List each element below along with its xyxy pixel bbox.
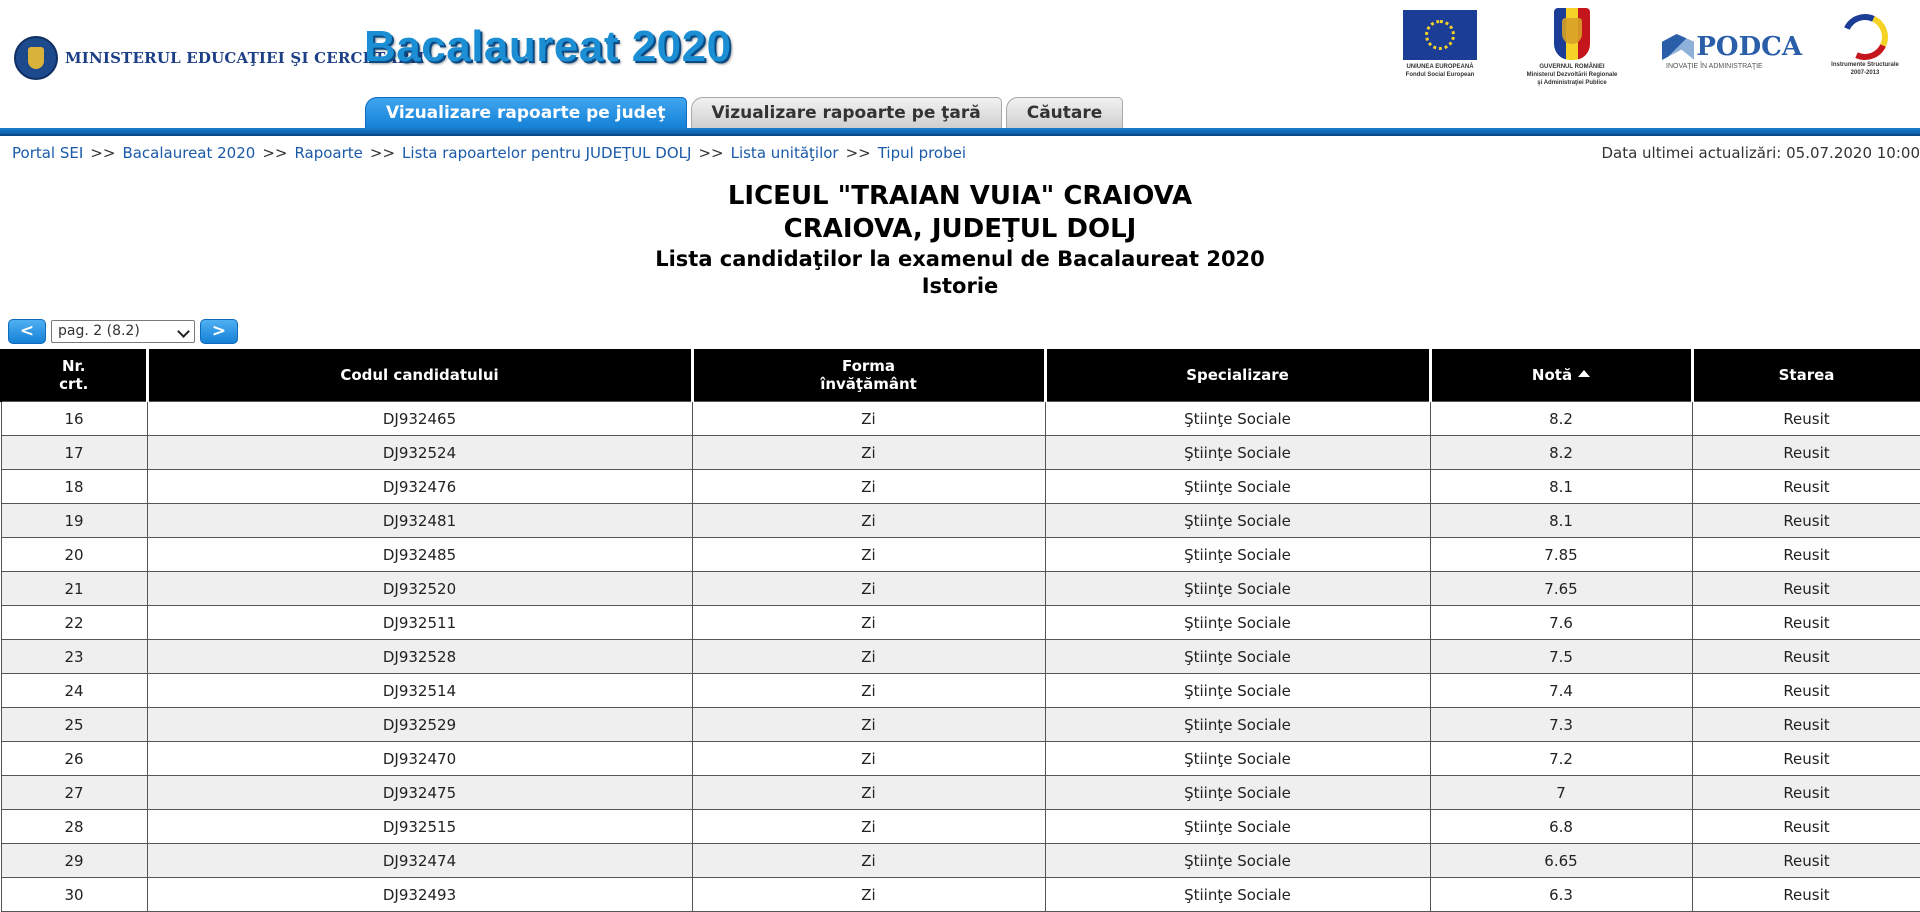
cell-nr: 17 — [1, 436, 147, 470]
table-row — [1, 606, 1920, 640]
table-row — [1, 776, 1920, 810]
eu-caption: UNIUNEA EUROPEANĂ — [1406, 64, 1474, 70]
tab-country-reports[interactable]: Vizualizare rapoarte pe ţară — [691, 97, 1002, 128]
table-row — [1, 674, 1920, 708]
school-name: LICEUL "TRAIAN VUIA" CRAIOVA — [727, 181, 1193, 211]
cell-education-form: Zi — [692, 742, 1045, 776]
cell-status: Reusit — [1692, 470, 1920, 504]
cell-status: Reusit — [1692, 674, 1920, 708]
cell-education-form: Zi — [692, 674, 1045, 708]
podca-mark-icon — [1662, 34, 1694, 60]
cell-status: Reusit — [1692, 436, 1920, 470]
breadcrumb-separator: >> — [845, 144, 871, 162]
last-update: Data ultimei actualizări: 05.07.2020 10:00 — [1601, 144, 1920, 162]
structural-instruments-icon — [1836, 8, 1894, 58]
podca-logo — [1662, 32, 1802, 70]
column-header-label: Notă — [1531, 366, 1573, 384]
cell-code: DJ932474 — [147, 844, 692, 878]
cell-education-form: Zi — [692, 470, 1045, 504]
cell-status: Reusit — [1692, 640, 1920, 674]
cell-grade: 8.1 — [1430, 470, 1692, 504]
breadcrumb-exam-type[interactable]: Tipul probei — [877, 144, 967, 162]
cell-grade: 7.5 — [1430, 640, 1692, 674]
cell-specialization: Ştiinţe Sociale — [1045, 572, 1430, 606]
cell-status: Reusit — [1692, 708, 1920, 742]
government-logo — [1517, 8, 1627, 87]
cell-nr: 28 — [1, 810, 147, 844]
cell-grade: 6.3 — [1430, 878, 1692, 912]
table-row — [1, 572, 1920, 606]
cell-grade: 7.3 — [1430, 708, 1692, 742]
column-header-label: Forma învăţământ — [820, 357, 917, 393]
cell-status: Reusit — [1692, 844, 1920, 878]
column-header-specialization[interactable] — [1045, 349, 1430, 402]
tab-search[interactable]: Căutare — [1006, 97, 1124, 128]
cell-education-form: Zi — [692, 878, 1045, 912]
table-row — [1, 402, 1920, 436]
cell-nr: 18 — [1, 470, 147, 504]
table-row — [1, 640, 1920, 674]
breadcrumb-bacalaureat[interactable]: Bacalaureat 2020 — [122, 144, 256, 162]
partner-logos — [1400, 8, 1910, 98]
table-row — [1, 708, 1920, 742]
cell-grade: 8.1 — [1430, 504, 1692, 538]
cell-nr: 20 — [1, 538, 147, 572]
is-caption-sub: 2007-2013 — [1850, 70, 1880, 76]
cell-nr: 22 — [1, 606, 147, 640]
table-row — [1, 878, 1920, 912]
tab-county-reports[interactable]: Vizualizare rapoarte pe judeţ — [365, 97, 687, 128]
cell-code: DJ932524 — [147, 436, 692, 470]
breadcrumb — [12, 144, 966, 164]
cell-specialization: Ştiinţe Sociale — [1045, 810, 1430, 844]
cell-specialization: Ştiinţe Sociale — [1045, 708, 1430, 742]
cell-specialization: Ştiinţe Sociale — [1045, 606, 1430, 640]
cell-status: Reusit — [1692, 776, 1920, 810]
cell-specialization: Ştiinţe Sociale — [1045, 776, 1430, 810]
cell-status: Reusit — [1692, 572, 1920, 606]
cell-education-form: Zi — [692, 402, 1045, 436]
list-title: Lista candidaţilor la examenul de Bacalaureat 2020 — [655, 247, 1265, 271]
eu-flag-icon — [1403, 10, 1477, 60]
cell-code: DJ932528 — [147, 640, 692, 674]
breadcrumb-separator: >> — [698, 144, 724, 162]
cell-nr: 23 — [1, 640, 147, 674]
next-page-button[interactable]: > — [200, 319, 238, 344]
prev-page-button[interactable]: < — [8, 319, 46, 344]
cell-specialization: Ştiinţe Sociale — [1045, 538, 1430, 572]
cell-nr: 27 — [1, 776, 147, 810]
table-row — [1, 504, 1920, 538]
page-header — [0, 0, 1920, 128]
table-row — [1, 538, 1920, 572]
cell-education-form: Zi — [692, 538, 1045, 572]
cell-status: Reusit — [1692, 810, 1920, 844]
column-header-grade[interactable] — [1430, 349, 1692, 402]
cell-code: DJ932511 — [147, 606, 692, 640]
cell-education-form: Zi — [692, 640, 1045, 674]
cell-nr: 16 — [1, 402, 147, 436]
cell-code: DJ932493 — [147, 878, 692, 912]
cell-specialization: Ştiinţe Sociale — [1045, 436, 1430, 470]
cell-education-form: Zi — [692, 776, 1045, 810]
cell-status: Reusit — [1692, 504, 1920, 538]
cell-status: Reusit — [1692, 402, 1920, 436]
cell-code: DJ932481 — [147, 504, 692, 538]
cell-code: DJ932529 — [147, 708, 692, 742]
cell-status: Reusit — [1692, 742, 1920, 776]
main-tabs — [365, 97, 1127, 128]
cell-code: DJ932475 — [147, 776, 692, 810]
table-row — [1, 742, 1920, 776]
cell-grade: 7.85 — [1430, 538, 1692, 572]
cell-nr: 30 — [1, 878, 147, 912]
column-header-status[interactable] — [1692, 349, 1920, 402]
column-header-code[interactable] — [147, 349, 692, 402]
breadcrumb-separator: >> — [90, 144, 116, 162]
table-row — [1, 810, 1920, 844]
exam-subject: Istorie — [921, 274, 999, 298]
column-header-label: Starea — [1778, 366, 1835, 384]
is-caption: Instrumente Structurale — [1831, 62, 1899, 68]
cell-grade: 7.2 — [1430, 742, 1692, 776]
cell-education-form: Zi — [692, 572, 1045, 606]
breadcrumb-portal-sei[interactable]: Portal SEI — [12, 144, 84, 162]
cell-grade: 7.65 — [1430, 572, 1692, 606]
results-table — [0, 349, 1920, 912]
cell-grade: 8.2 — [1430, 436, 1692, 470]
column-header-education-form[interactable] — [692, 349, 1045, 402]
table-row — [1, 844, 1920, 878]
cell-grade: 7.4 — [1430, 674, 1692, 708]
cell-nr: 26 — [1, 742, 147, 776]
breadcrumb-separator: >> — [262, 144, 288, 162]
cell-specialization: Ştiinţe Sociale — [1045, 504, 1430, 538]
breadcrumb-units[interactable]: Lista unităţilor — [730, 144, 839, 162]
cell-education-form: Zi — [692, 844, 1045, 878]
breadcrumb-rapoarte[interactable]: Rapoarte — [294, 144, 363, 162]
ministry-name: MINISTERUL EDUCAŢIEI ŞI CERCETĂRII — [65, 49, 425, 67]
romania-crest-icon — [1554, 8, 1590, 60]
cell-education-form: Zi — [692, 708, 1045, 742]
cell-grade: 8.2 — [1430, 402, 1692, 436]
cell-code: DJ932485 — [147, 538, 692, 572]
podca-tagline: INOVAŢIE ÎN ADMINISTRAŢIE — [1666, 63, 1763, 70]
cell-specialization: Ştiinţe Sociale — [1045, 742, 1430, 776]
page-select-value: pag. 2 (8.2) — [58, 323, 140, 339]
chevron-down-icon — [177, 325, 190, 338]
cell-nr: 19 — [1, 504, 147, 538]
cell-code: DJ932520 — [147, 572, 692, 606]
gov-caption-sub2: şi Administraţiei Publice — [1537, 80, 1607, 86]
cell-grade: 7.6 — [1430, 606, 1692, 640]
gov-caption: GUVERNUL ROMÂNIEI — [1539, 64, 1605, 70]
column-header-label: Specializare — [1186, 366, 1289, 384]
cell-education-form: Zi — [692, 436, 1045, 470]
breadcrumb-separator: >> — [369, 144, 396, 162]
cell-grade: 7 — [1430, 776, 1692, 810]
header-divider — [0, 128, 1920, 136]
eu-logo — [1400, 10, 1480, 79]
app-title: Bacalaureat 2020 — [364, 22, 732, 71]
cell-status: Reusit — [1692, 878, 1920, 912]
cell-code: DJ932514 — [147, 674, 692, 708]
cell-grade: 6.65 — [1430, 844, 1692, 878]
ministry-crest-icon — [14, 36, 58, 80]
table-row — [1, 470, 1920, 504]
gov-caption-sub: Ministerul Dezvoltării Regionale — [1526, 72, 1618, 78]
sort-ascending-icon — [1578, 370, 1590, 377]
cell-specialization: Ştiinţe Sociale — [1045, 844, 1430, 878]
podca-name: PODCA — [1696, 32, 1802, 62]
structural-instruments-logo — [1822, 8, 1908, 77]
cell-education-form: Zi — [692, 810, 1045, 844]
school-location: CRAIOVA, JUDEŢUL DOLJ — [783, 214, 1137, 244]
cell-code: DJ932470 — [147, 742, 692, 776]
cell-education-form: Zi — [692, 504, 1045, 538]
cell-code: DJ932476 — [147, 470, 692, 504]
page-select[interactable] — [51, 320, 195, 343]
cell-nr: 24 — [1, 674, 147, 708]
cell-education-form: Zi — [692, 606, 1045, 640]
breadcrumb-county-reports[interactable]: Lista rapoartelor pentru JUDEŢUL DOLJ — [402, 144, 692, 162]
pagination — [8, 319, 238, 344]
table-header-row — [1, 349, 1920, 402]
cell-specialization: Ştiinţe Sociale — [1045, 674, 1430, 708]
cell-code: DJ932515 — [147, 810, 692, 844]
cell-specialization: Ştiinţe Sociale — [1045, 470, 1430, 504]
column-header-label: Codul candidatului — [340, 366, 499, 384]
cell-nr: 25 — [1, 708, 147, 742]
cell-specialization: Ştiinţe Sociale — [1045, 878, 1430, 912]
cell-status: Reusit — [1692, 538, 1920, 572]
cell-code: DJ932465 — [147, 402, 692, 436]
cell-nr: 29 — [1, 844, 147, 878]
eu-caption-sub: Fondul Social European — [1405, 72, 1475, 78]
table-row — [1, 436, 1920, 470]
column-header-label: Nr. crt. — [59, 357, 89, 393]
column-header-nr[interactable] — [1, 349, 147, 402]
results-table-container — [0, 349, 1920, 912]
page-heading — [0, 180, 1920, 300]
cell-specialization: Ştiinţe Sociale — [1045, 640, 1430, 674]
cell-nr: 21 — [1, 572, 147, 606]
cell-specialization: Ştiinţe Sociale — [1045, 402, 1430, 436]
cell-grade: 6.8 — [1430, 810, 1692, 844]
cell-status: Reusit — [1692, 606, 1920, 640]
